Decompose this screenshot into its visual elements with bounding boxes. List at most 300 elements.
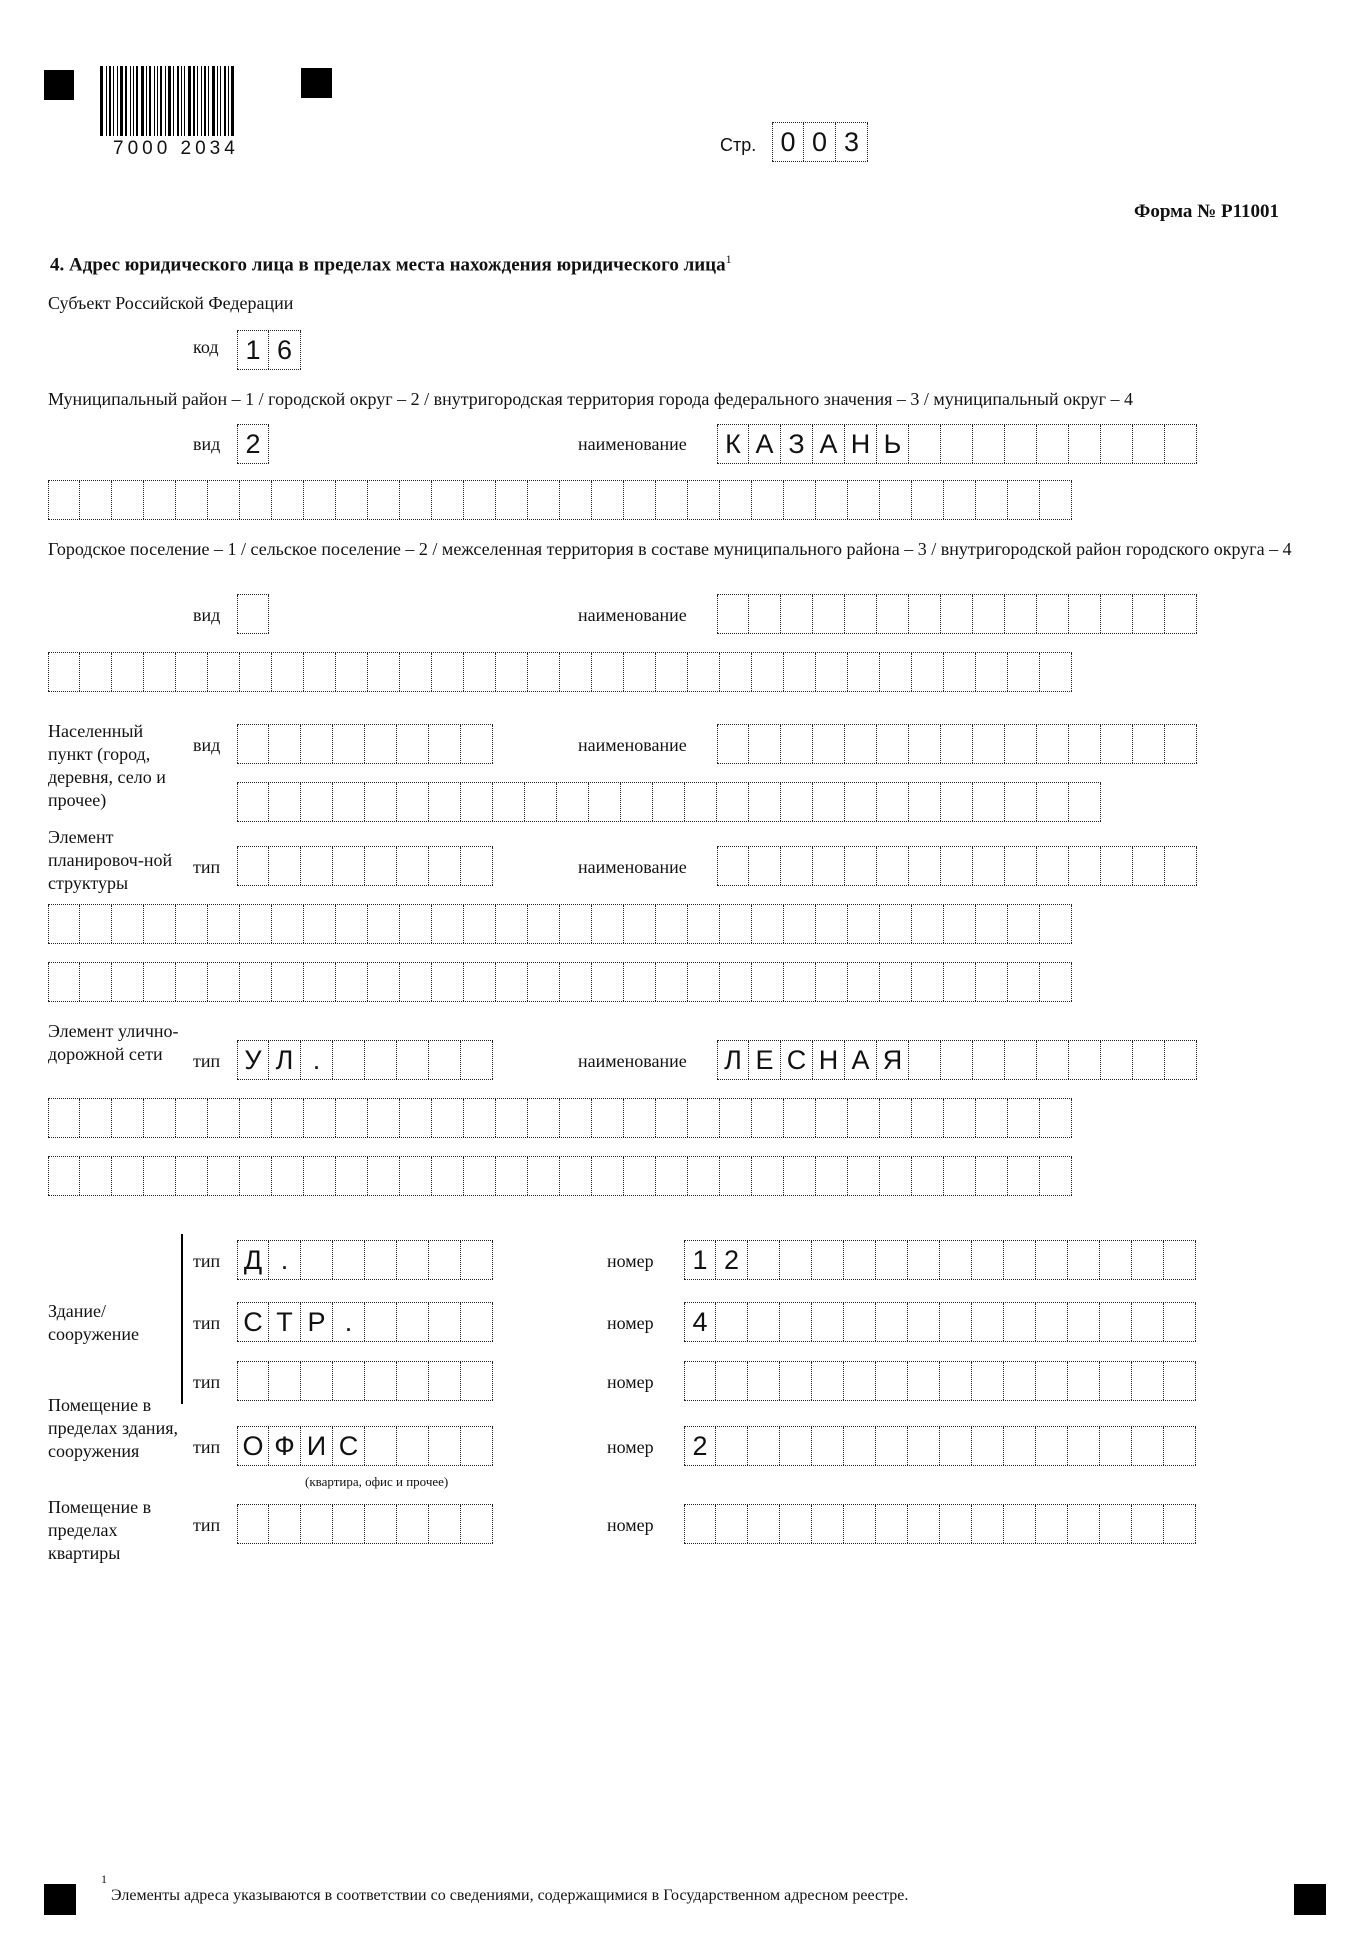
street-type-boxes-cell[interactable] bbox=[365, 1041, 397, 1079]
planning-name-line2-boxes-cell[interactable] bbox=[816, 905, 848, 943]
settlement-name-line2-boxes-cell[interactable] bbox=[496, 653, 528, 691]
planning-name-line2-boxes-cell[interactable] bbox=[1008, 905, 1040, 943]
building-number-boxes-1-cell[interactable] bbox=[1004, 1241, 1036, 1279]
locality-name-line2-boxes-cell[interactable] bbox=[557, 783, 589, 821]
street-name-line2-boxes-cell[interactable] bbox=[656, 1099, 688, 1137]
settlement-name-line2-boxes-cell[interactable] bbox=[1008, 653, 1040, 691]
locality-name-boxes-cell[interactable] bbox=[1133, 725, 1165, 763]
street-name-line2-boxes[interactable] bbox=[48, 1098, 1072, 1138]
building-number-boxes-2-cell[interactable] bbox=[972, 1303, 1004, 1341]
street-name-line2-boxes-cell[interactable] bbox=[976, 1099, 1008, 1137]
municipal-name-line2-boxes-cell[interactable] bbox=[976, 481, 1008, 519]
planning-name-line3-boxes-cell[interactable] bbox=[944, 963, 976, 1001]
settlement-name-line2-boxes-cell[interactable] bbox=[144, 653, 176, 691]
building-number-boxes-1-cell[interactable] bbox=[940, 1241, 972, 1279]
municipal-name-line2-boxes-cell[interactable] bbox=[304, 481, 336, 519]
planning-name-line2-boxes-cell[interactable] bbox=[400, 905, 432, 943]
settlement-name-line2-boxes-cell[interactable] bbox=[976, 653, 1008, 691]
planning-name-line3-boxes-cell[interactable] bbox=[368, 963, 400, 1001]
building-type-boxes-2-cell[interactable]: С bbox=[237, 1303, 269, 1341]
municipal-name-line2-boxes-cell[interactable] bbox=[240, 481, 272, 519]
municipal-name-line2-boxes-cell[interactable] bbox=[816, 481, 848, 519]
locality-name-line2-boxes-cell[interactable] bbox=[717, 783, 749, 821]
premises-type-boxes-cell[interactable]: Ф bbox=[269, 1427, 301, 1465]
premises-number-boxes-cell[interactable] bbox=[876, 1427, 908, 1465]
locality-name-line2-boxes-cell[interactable] bbox=[781, 783, 813, 821]
building-number-boxes-2-cell[interactable]: 4 bbox=[684, 1303, 716, 1341]
street-name-line3-boxes-cell[interactable] bbox=[272, 1157, 304, 1195]
municipal-name-line2-boxes-cell[interactable] bbox=[272, 481, 304, 519]
building-number-boxes-3-cell[interactable] bbox=[972, 1362, 1004, 1400]
planning-name-line2-boxes-cell[interactable] bbox=[592, 905, 624, 943]
settlement-name-boxes-cell[interactable] bbox=[1069, 595, 1101, 633]
locality-name-line2-boxes-cell[interactable] bbox=[301, 783, 333, 821]
locality-name-line2-boxes-cell[interactable] bbox=[397, 783, 429, 821]
planning-name-line2-boxes-cell[interactable] bbox=[432, 905, 464, 943]
street-name-line3-boxes-cell[interactable] bbox=[176, 1157, 208, 1195]
building-number-boxes-3[interactable] bbox=[684, 1361, 1196, 1401]
settlement-name-boxes-cell[interactable] bbox=[1101, 595, 1133, 633]
street-name-line2-boxes-cell[interactable] bbox=[240, 1099, 272, 1137]
locality-name-boxes-cell[interactable] bbox=[717, 725, 749, 763]
settlement-name-line2-boxes-cell[interactable] bbox=[944, 653, 976, 691]
planning-type-boxes-cell[interactable] bbox=[269, 847, 301, 885]
subject-code-boxes[interactable] bbox=[237, 330, 301, 370]
premises-number-boxes-cell[interactable] bbox=[1100, 1427, 1132, 1465]
apartment-premises-type-boxes-cell[interactable] bbox=[237, 1505, 269, 1543]
locality-name-boxes-cell[interactable] bbox=[941, 725, 973, 763]
building-type-boxes-1-cell[interactable] bbox=[333, 1241, 365, 1279]
street-type-boxes-cell[interactable] bbox=[461, 1041, 493, 1079]
settlement-name-boxes[interactable] bbox=[717, 594, 1197, 634]
planning-name-line3-boxes-cell[interactable] bbox=[240, 963, 272, 1001]
locality-name-boxes-cell[interactable] bbox=[973, 725, 1005, 763]
apartment-premises-number-boxes-cell[interactable] bbox=[1164, 1505, 1196, 1543]
planning-name-line3-boxes-cell[interactable] bbox=[144, 963, 176, 1001]
planning-name-line3-boxes-cell[interactable] bbox=[496, 963, 528, 1001]
municipal-name-line2-boxes-cell[interactable] bbox=[400, 481, 432, 519]
settlement-name-line2-boxes-cell[interactable] bbox=[592, 653, 624, 691]
premises-number-boxes-cell[interactable] bbox=[1004, 1427, 1036, 1465]
street-name-line3-boxes-cell[interactable] bbox=[304, 1157, 336, 1195]
planning-name-line3-boxes-cell[interactable] bbox=[656, 963, 688, 1001]
planning-name-boxes-cell[interactable] bbox=[717, 847, 749, 885]
street-name-line2-boxes-cell[interactable] bbox=[368, 1099, 400, 1137]
planning-name-boxes-cell[interactable] bbox=[1069, 847, 1101, 885]
building-number-boxes-1-cell[interactable] bbox=[972, 1241, 1004, 1279]
premises-number-boxes-cell[interactable]: 2 bbox=[684, 1427, 716, 1465]
municipal-name-boxes-cell[interactable]: А bbox=[813, 425, 845, 463]
building-number-boxes-2-cell[interactable] bbox=[876, 1303, 908, 1341]
municipal-name-boxes-cell[interactable] bbox=[1037, 425, 1069, 463]
planning-name-boxes-cell[interactable] bbox=[973, 847, 1005, 885]
building-number-boxes-3-cell[interactable] bbox=[1004, 1362, 1036, 1400]
premises-number-boxes-cell[interactable] bbox=[844, 1427, 876, 1465]
municipal-name-line2-boxes-cell[interactable] bbox=[208, 481, 240, 519]
planning-name-boxes-cell[interactable] bbox=[749, 847, 781, 885]
settlement-name-line2-boxes-cell[interactable] bbox=[1040, 653, 1072, 691]
planning-name-line2-boxes-cell[interactable] bbox=[176, 905, 208, 943]
planning-name-line2-boxes-cell[interactable] bbox=[48, 905, 80, 943]
building-number-boxes-3-cell[interactable] bbox=[908, 1362, 940, 1400]
settlement-name-boxes-cell[interactable] bbox=[813, 595, 845, 633]
building-number-boxes-2-cell[interactable] bbox=[940, 1303, 972, 1341]
locality-name-line2-boxes-cell[interactable] bbox=[845, 783, 877, 821]
building-number-boxes-1-cell[interactable] bbox=[844, 1241, 876, 1279]
settlement-name-line2-boxes-cell[interactable] bbox=[880, 653, 912, 691]
planning-name-line2-boxes-cell[interactable] bbox=[624, 905, 656, 943]
planning-type-boxes-cell[interactable] bbox=[333, 847, 365, 885]
settlement-name-boxes-cell[interactable] bbox=[877, 595, 909, 633]
apartment-premises-number-boxes-cell[interactable] bbox=[1100, 1505, 1132, 1543]
planning-name-boxes-cell[interactable] bbox=[941, 847, 973, 885]
locality-name-boxes[interactable] bbox=[717, 724, 1197, 764]
building-type-boxes-3-cell[interactable] bbox=[429, 1362, 461, 1400]
settlement-name-line2-boxes-cell[interactable] bbox=[784, 653, 816, 691]
planning-name-line3-boxes-cell[interactable] bbox=[784, 963, 816, 1001]
planning-name-boxes-cell[interactable] bbox=[877, 847, 909, 885]
settlement-name-line2-boxes-cell[interactable] bbox=[272, 653, 304, 691]
planning-name-line3-boxes-cell[interactable] bbox=[112, 963, 144, 1001]
building-type-boxes-3-cell[interactable] bbox=[237, 1362, 269, 1400]
locality-kind-boxes-cell[interactable] bbox=[237, 725, 269, 763]
street-type-boxes-cell[interactable]: . bbox=[301, 1041, 333, 1079]
apartment-premises-number-boxes-cell[interactable] bbox=[1004, 1505, 1036, 1543]
street-name-boxes-cell[interactable] bbox=[1133, 1041, 1165, 1079]
building-number-boxes-3-cell[interactable] bbox=[1036, 1362, 1068, 1400]
building-type-boxes-3-cell[interactable] bbox=[301, 1362, 333, 1400]
street-type-boxes-cell[interactable]: У bbox=[237, 1041, 269, 1079]
premises-type-boxes-cell[interactable] bbox=[461, 1427, 493, 1465]
settlement-name-line2-boxes-cell[interactable] bbox=[688, 653, 720, 691]
building-type-boxes-2-cell[interactable] bbox=[397, 1303, 429, 1341]
building-type-boxes-3-cell[interactable] bbox=[397, 1362, 429, 1400]
planning-name-line2-boxes-cell[interactable] bbox=[784, 905, 816, 943]
locality-name-boxes-cell[interactable] bbox=[1165, 725, 1197, 763]
planning-type-boxes-cell[interactable] bbox=[301, 847, 333, 885]
planning-type-boxes[interactable] bbox=[237, 846, 493, 886]
planning-name-line3-boxes-cell[interactable] bbox=[976, 963, 1008, 1001]
building-type-boxes-2-cell[interactable] bbox=[429, 1303, 461, 1341]
planning-name-line3-boxes-cell[interactable] bbox=[688, 963, 720, 1001]
street-name-line2-boxes-cell[interactable] bbox=[752, 1099, 784, 1137]
locality-name-line2-boxes[interactable] bbox=[237, 782, 1101, 822]
planning-name-line3-boxes-cell[interactable] bbox=[624, 963, 656, 1001]
planning-name-line2-boxes-cell[interactable] bbox=[336, 905, 368, 943]
planning-name-line2-boxes-cell[interactable] bbox=[528, 905, 560, 943]
apartment-premises-number-boxes-cell[interactable] bbox=[1036, 1505, 1068, 1543]
street-name-line3-boxes-cell[interactable] bbox=[560, 1157, 592, 1195]
street-name-line2-boxes-cell[interactable] bbox=[400, 1099, 432, 1137]
street-name-boxes-cell[interactable]: Н bbox=[813, 1041, 845, 1079]
locality-kind-boxes-cell[interactable] bbox=[333, 725, 365, 763]
building-type-boxes-1-cell[interactable] bbox=[397, 1241, 429, 1279]
planning-name-line3-boxes-cell[interactable] bbox=[464, 963, 496, 1001]
settlement-name-line2-boxes-cell[interactable] bbox=[336, 653, 368, 691]
premises-number-boxes-cell[interactable] bbox=[812, 1427, 844, 1465]
building-number-boxes-2-cell[interactable] bbox=[1068, 1303, 1100, 1341]
municipal-name-line2-boxes-cell[interactable] bbox=[560, 481, 592, 519]
locality-name-line2-boxes-cell[interactable] bbox=[653, 783, 685, 821]
street-name-line2-boxes-cell[interactable] bbox=[816, 1099, 848, 1137]
apartment-premises-number-boxes-cell[interactable] bbox=[1132, 1505, 1164, 1543]
locality-kind-boxes-cell[interactable] bbox=[365, 725, 397, 763]
street-name-line3-boxes-cell[interactable] bbox=[624, 1157, 656, 1195]
street-name-line2-boxes-cell[interactable] bbox=[496, 1099, 528, 1137]
street-name-boxes-cell[interactable] bbox=[941, 1041, 973, 1079]
building-number-boxes-3-cell[interactable] bbox=[812, 1362, 844, 1400]
municipal-name-boxes-cell[interactable]: Ь bbox=[877, 425, 909, 463]
street-name-line2-boxes-cell[interactable] bbox=[176, 1099, 208, 1137]
settlement-name-boxes-cell[interactable] bbox=[941, 595, 973, 633]
apartment-premises-number-boxes-cell[interactable] bbox=[844, 1505, 876, 1543]
locality-name-line2-boxes-cell[interactable] bbox=[685, 783, 717, 821]
locality-name-boxes-cell[interactable] bbox=[1101, 725, 1133, 763]
municipal-name-line2-boxes-cell[interactable] bbox=[464, 481, 496, 519]
building-number-boxes-1-cell[interactable] bbox=[1068, 1241, 1100, 1279]
building-type-boxes-3-cell[interactable] bbox=[333, 1362, 365, 1400]
apartment-premises-type-boxes-cell[interactable] bbox=[301, 1505, 333, 1543]
planning-name-line2-boxes-cell[interactable] bbox=[496, 905, 528, 943]
municipal-name-boxes-cell[interactable] bbox=[1101, 425, 1133, 463]
street-name-boxes-cell[interactable] bbox=[1069, 1041, 1101, 1079]
premises-number-boxes-cell[interactable] bbox=[748, 1427, 780, 1465]
locality-name-line2-boxes-cell[interactable] bbox=[461, 783, 493, 821]
settlement-name-boxes-cell[interactable] bbox=[1133, 595, 1165, 633]
street-name-boxes-cell[interactable]: Е bbox=[749, 1041, 781, 1079]
street-name-line2-boxes-cell[interactable] bbox=[80, 1099, 112, 1137]
locality-name-boxes-cell[interactable] bbox=[1037, 725, 1069, 763]
street-name-boxes-cell[interactable]: А bbox=[845, 1041, 877, 1079]
planning-name-boxes-cell[interactable] bbox=[813, 847, 845, 885]
planning-name-line2-boxes-cell[interactable] bbox=[688, 905, 720, 943]
premises-type-boxes-cell[interactable]: С bbox=[333, 1427, 365, 1465]
municipal-name-line2-boxes-cell[interactable] bbox=[48, 481, 80, 519]
apartment-premises-type-boxes-cell[interactable] bbox=[397, 1505, 429, 1543]
locality-name-line2-boxes-cell[interactable] bbox=[909, 783, 941, 821]
building-number-boxes-1-cell[interactable] bbox=[1132, 1241, 1164, 1279]
apartment-premises-type-boxes-cell[interactable] bbox=[365, 1505, 397, 1543]
settlement-name-line2-boxes-cell[interactable] bbox=[112, 653, 144, 691]
locality-name-line2-boxes-cell[interactable] bbox=[877, 783, 909, 821]
locality-kind-boxes[interactable] bbox=[237, 724, 493, 764]
building-type-boxes-2-cell[interactable]: . bbox=[333, 1303, 365, 1341]
locality-name-boxes-cell[interactable] bbox=[749, 725, 781, 763]
apartment-premises-number-boxes-cell[interactable] bbox=[940, 1505, 972, 1543]
building-number-boxes-2[interactable] bbox=[684, 1302, 1196, 1342]
subject-code-boxes-cell[interactable]: 6 bbox=[269, 331, 301, 369]
locality-name-line2-boxes-cell[interactable] bbox=[269, 783, 301, 821]
street-name-line3-boxes-cell[interactable] bbox=[464, 1157, 496, 1195]
settlement-name-line2-boxes-cell[interactable] bbox=[816, 653, 848, 691]
locality-name-line2-boxes-cell[interactable] bbox=[333, 783, 365, 821]
locality-name-boxes-cell[interactable] bbox=[813, 725, 845, 763]
municipal-name-boxes-cell[interactable] bbox=[941, 425, 973, 463]
street-name-boxes[interactable] bbox=[717, 1040, 1197, 1080]
building-number-boxes-3-cell[interactable] bbox=[716, 1362, 748, 1400]
premises-type-boxes-cell[interactable] bbox=[397, 1427, 429, 1465]
planning-name-line2-boxes-cell[interactable] bbox=[720, 905, 752, 943]
settlement-name-line2-boxes-cell[interactable] bbox=[752, 653, 784, 691]
municipal-name-line2-boxes-cell[interactable] bbox=[784, 481, 816, 519]
locality-name-line2-boxes-cell[interactable] bbox=[429, 783, 461, 821]
building-type-boxes-2[interactable] bbox=[237, 1302, 493, 1342]
municipal-name-line2-boxes-cell[interactable] bbox=[944, 481, 976, 519]
municipal-name-line2-boxes-cell[interactable] bbox=[80, 481, 112, 519]
settlement-name-line2-boxes-cell[interactable] bbox=[80, 653, 112, 691]
planning-name-boxes-cell[interactable] bbox=[781, 847, 813, 885]
street-name-line2-boxes-cell[interactable] bbox=[208, 1099, 240, 1137]
planning-name-line3-boxes-cell[interactable] bbox=[432, 963, 464, 1001]
planning-name-line2-boxes-cell[interactable] bbox=[464, 905, 496, 943]
apartment-premises-number-boxes-cell[interactable] bbox=[684, 1505, 716, 1543]
locality-name-line2-boxes-cell[interactable] bbox=[493, 783, 525, 821]
building-number-boxes-2-cell[interactable] bbox=[908, 1303, 940, 1341]
building-number-boxes-3-cell[interactable] bbox=[1132, 1362, 1164, 1400]
settlement-name-line2-boxes[interactable] bbox=[48, 652, 1072, 692]
settlement-name-line2-boxes-cell[interactable] bbox=[848, 653, 880, 691]
settlement-name-line2-boxes-cell[interactable] bbox=[240, 653, 272, 691]
locality-name-line2-boxes-cell[interactable] bbox=[621, 783, 653, 821]
planning-name-line3-boxes-cell[interactable] bbox=[272, 963, 304, 1001]
planning-name-line3-boxes-cell[interactable] bbox=[1008, 963, 1040, 1001]
settlement-name-line2-boxes-cell[interactable] bbox=[560, 653, 592, 691]
municipal-name-line2-boxes-cell[interactable] bbox=[432, 481, 464, 519]
street-name-line3-boxes[interactable] bbox=[48, 1156, 1072, 1196]
street-name-line2-boxes-cell[interactable] bbox=[880, 1099, 912, 1137]
locality-name-line2-boxes-cell[interactable] bbox=[237, 783, 269, 821]
street-name-line3-boxes-cell[interactable] bbox=[48, 1157, 80, 1195]
municipal-name-boxes-cell[interactable] bbox=[973, 425, 1005, 463]
apartment-premises-type-boxes[interactable] bbox=[237, 1504, 493, 1544]
building-type-boxes-2-cell[interactable] bbox=[461, 1303, 493, 1341]
planning-name-line3-boxes-cell[interactable] bbox=[304, 963, 336, 1001]
street-name-line3-boxes-cell[interactable] bbox=[528, 1157, 560, 1195]
planning-name-line2-boxes-cell[interactable] bbox=[912, 905, 944, 943]
street-name-line2-boxes-cell[interactable] bbox=[848, 1099, 880, 1137]
premises-type-boxes-cell[interactable] bbox=[429, 1427, 461, 1465]
municipal-name-boxes-cell[interactable]: Н bbox=[845, 425, 877, 463]
building-number-boxes-1-cell[interactable]: 1 bbox=[684, 1241, 716, 1279]
premises-type-boxes-cell[interactable]: О bbox=[237, 1427, 269, 1465]
settlement-name-boxes-cell[interactable] bbox=[717, 595, 749, 633]
planning-name-line3-boxes-cell[interactable] bbox=[208, 963, 240, 1001]
municipal-name-boxes-cell[interactable]: А bbox=[749, 425, 781, 463]
building-type-boxes-2-cell[interactable]: Т bbox=[269, 1303, 301, 1341]
building-type-boxes-3-cell[interactable] bbox=[269, 1362, 301, 1400]
settlement-name-line2-boxes-cell[interactable] bbox=[624, 653, 656, 691]
planning-type-boxes-cell[interactable] bbox=[365, 847, 397, 885]
street-name-line3-boxes-cell[interactable] bbox=[592, 1157, 624, 1195]
settlement-name-line2-boxes-cell[interactable] bbox=[656, 653, 688, 691]
apartment-premises-type-boxes-cell[interactable] bbox=[333, 1505, 365, 1543]
municipal-name-line2-boxes-cell[interactable] bbox=[144, 481, 176, 519]
municipal-name-line2-boxes-cell[interactable] bbox=[368, 481, 400, 519]
settlement-name-line2-boxes-cell[interactable] bbox=[464, 653, 496, 691]
planning-name-line2-boxes[interactable] bbox=[48, 904, 1072, 944]
building-number-boxes-1-cell[interactable] bbox=[908, 1241, 940, 1279]
planning-name-line3-boxes-cell[interactable] bbox=[816, 963, 848, 1001]
planning-name-line3-boxes[interactable] bbox=[48, 962, 1072, 1002]
premises-number-boxes-cell[interactable] bbox=[1164, 1427, 1196, 1465]
premises-number-boxes[interactable] bbox=[684, 1426, 1196, 1466]
premises-number-boxes-cell[interactable] bbox=[1132, 1427, 1164, 1465]
planning-name-boxes-cell[interactable] bbox=[1037, 847, 1069, 885]
locality-kind-boxes-cell[interactable] bbox=[397, 725, 429, 763]
municipal-name-line2-boxes-cell[interactable] bbox=[336, 481, 368, 519]
settlement-name-line2-boxes-cell[interactable] bbox=[432, 653, 464, 691]
building-number-boxes-1-cell[interactable] bbox=[780, 1241, 812, 1279]
planning-name-line3-boxes-cell[interactable] bbox=[176, 963, 208, 1001]
street-name-line2-boxes-cell[interactable] bbox=[1040, 1099, 1072, 1137]
settlement-name-boxes-cell[interactable] bbox=[845, 595, 877, 633]
street-name-line3-boxes-cell[interactable] bbox=[208, 1157, 240, 1195]
building-number-boxes-3-cell[interactable] bbox=[1164, 1362, 1196, 1400]
settlement-kind-box[interactable] bbox=[237, 594, 269, 634]
municipal-name-line2-boxes-cell[interactable] bbox=[624, 481, 656, 519]
municipal-name-boxes-cell[interactable] bbox=[1133, 425, 1165, 463]
settlement-name-line2-boxes-cell[interactable] bbox=[400, 653, 432, 691]
premises-number-boxes-cell[interactable] bbox=[908, 1427, 940, 1465]
apartment-premises-number-boxes-cell[interactable] bbox=[780, 1505, 812, 1543]
settlement-name-line2-boxes-cell[interactable] bbox=[176, 653, 208, 691]
building-type-boxes-1-cell[interactable]: Д bbox=[237, 1241, 269, 1279]
building-number-boxes-3-cell[interactable] bbox=[844, 1362, 876, 1400]
planning-name-boxes-cell[interactable] bbox=[909, 847, 941, 885]
planning-name-line3-boxes-cell[interactable] bbox=[1040, 963, 1072, 1001]
settlement-name-line2-boxes-cell[interactable] bbox=[368, 653, 400, 691]
planning-type-boxes-cell[interactable] bbox=[461, 847, 493, 885]
settlement-name-boxes-cell[interactable] bbox=[973, 595, 1005, 633]
planning-name-line2-boxes-cell[interactable] bbox=[976, 905, 1008, 943]
planning-name-boxes[interactable] bbox=[717, 846, 1197, 886]
premises-number-boxes-cell[interactable] bbox=[1036, 1427, 1068, 1465]
street-type-boxes-cell[interactable]: Л bbox=[269, 1041, 301, 1079]
building-number-boxes-1-cell[interactable] bbox=[1164, 1241, 1196, 1279]
street-name-line3-boxes-cell[interactable] bbox=[976, 1157, 1008, 1195]
apartment-premises-number-boxes-cell[interactable] bbox=[908, 1505, 940, 1543]
apartment-premises-number-boxes-cell[interactable] bbox=[876, 1505, 908, 1543]
settlement-name-boxes-cell[interactable] bbox=[749, 595, 781, 633]
municipal-name-line2-boxes-cell[interactable] bbox=[656, 481, 688, 519]
settlement-name-boxes-cell[interactable] bbox=[781, 595, 813, 633]
municipal-name-line2-boxes-cell[interactable] bbox=[752, 481, 784, 519]
premises-number-boxes-cell[interactable] bbox=[972, 1427, 1004, 1465]
building-type-boxes-3[interactable] bbox=[237, 1361, 493, 1401]
apartment-premises-number-boxes-cell[interactable] bbox=[812, 1505, 844, 1543]
municipal-name-line2-boxes-cell[interactable] bbox=[848, 481, 880, 519]
municipal-name-boxes-cell[interactable] bbox=[1165, 425, 1197, 463]
street-name-line2-boxes-cell[interactable] bbox=[624, 1099, 656, 1137]
planning-name-line2-boxes-cell[interactable] bbox=[368, 905, 400, 943]
municipal-name-boxes-cell[interactable] bbox=[1069, 425, 1101, 463]
building-number-boxes-3-cell[interactable] bbox=[748, 1362, 780, 1400]
planning-type-boxes-cell[interactable] bbox=[237, 847, 269, 885]
street-name-line2-boxes-cell[interactable] bbox=[432, 1099, 464, 1137]
street-name-line3-boxes-cell[interactable] bbox=[1040, 1157, 1072, 1195]
subject-code-boxes-cell[interactable]: 1 bbox=[237, 331, 269, 369]
apartment-premises-number-boxes-cell[interactable] bbox=[1068, 1505, 1100, 1543]
planning-name-boxes-cell[interactable] bbox=[1165, 847, 1197, 885]
planning-name-line2-boxes-cell[interactable] bbox=[848, 905, 880, 943]
planning-type-boxes-cell[interactable] bbox=[397, 847, 429, 885]
premises-type-boxes[interactable] bbox=[237, 1426, 493, 1466]
settlement-name-boxes-cell[interactable] bbox=[909, 595, 941, 633]
building-type-boxes-1-cell[interactable]: . bbox=[269, 1241, 301, 1279]
settlement-name-boxes-cell[interactable] bbox=[1165, 595, 1197, 633]
planning-name-line2-boxes-cell[interactable] bbox=[272, 905, 304, 943]
settlement-name-line2-boxes-cell[interactable] bbox=[912, 653, 944, 691]
